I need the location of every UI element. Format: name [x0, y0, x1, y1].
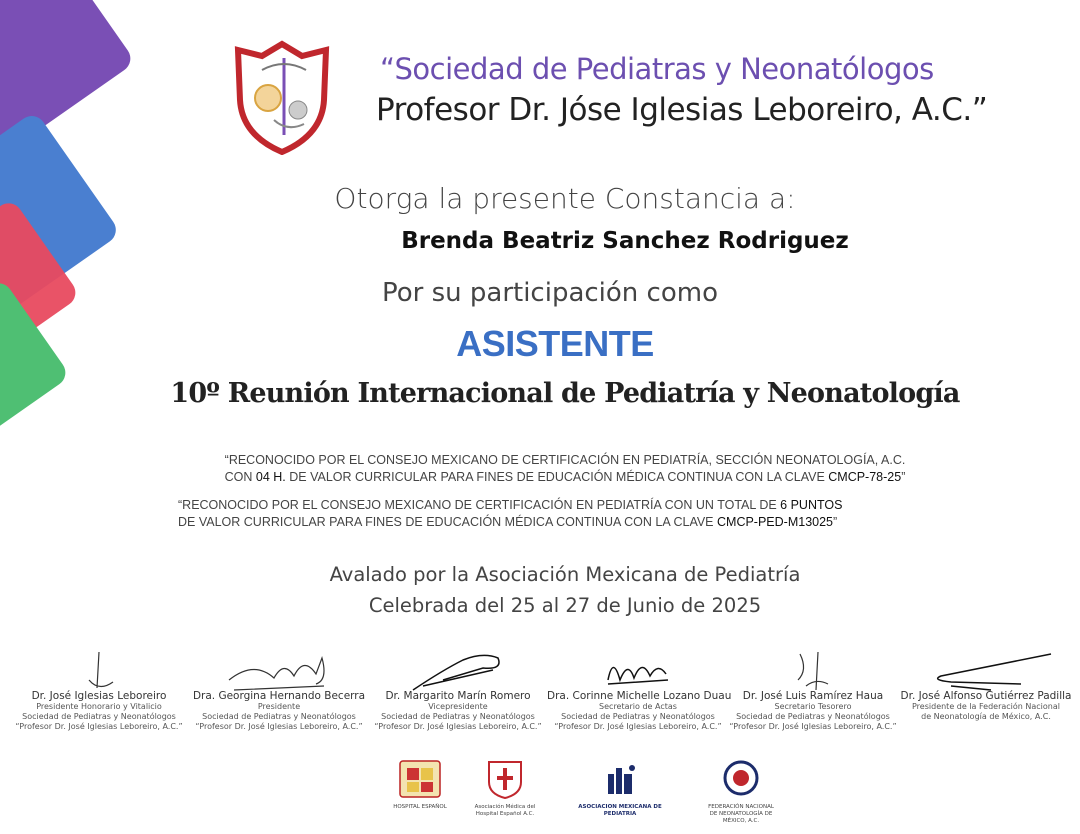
signatory-1: Dr. José Iglesias Leboreiro Presidente Honorario y Vitalicio Sociedad de Pediatras y Neonatólogos “Profesor Dr. José Iglesias Leboreiro, A.C.” — [8, 690, 190, 732]
signatory-6: Dr. José Alfonso Gutiérrez Padilla Presidente de la Federación Nacional de Neonatología de México, A.C. — [897, 690, 1075, 722]
signatory-name: Dr. Margarito Marín Romero — [385, 690, 531, 702]
signatory-3: Dr. Margarito Marín Romero Vicepresidente Sociedad de Pediatras y Neonatólogos “Profesor Dr. José Iglesias Leboreiro, A.C.” — [368, 690, 548, 732]
signatory-name: Dr. José Luis Ramírez Haua — [742, 690, 884, 702]
logo-asociacion-mexicana-pediatria: ASOCIACION MEXICANA DE PEDIATRIA — [565, 758, 675, 818]
participant-role: ASISTENTE — [456, 323, 654, 364]
recognition-1-line1: “RECONOCIDO POR EL CONSEJO MEXICANO DE CERTIFICACIÓN EN PEDIATRÍA, SECCIÓN NEONATOLOGÍA, A.C. — [224, 453, 906, 467]
code-2: CMCP-PED-M13025 — [717, 515, 834, 529]
signature-2 — [224, 650, 334, 692]
signatory-name: Dr. José Iglesias Leboreiro — [31, 690, 167, 702]
society-name-line1: “Sociedad de Pediatras y Neonatólogos — [380, 52, 934, 86]
society-name-line2: Profesor Dr. Jóse Iglesias Leboreiro, A.C.” — [376, 92, 988, 128]
signatory-5: Dr. José Luis Ramírez Haua Secretario Tesorero Sociedad de Pediatras y Neonatólogos “Profesor Dr. José Iglesias Leboreiro, A.C.” — [727, 690, 899, 732]
signature-3 — [403, 650, 513, 692]
recognition-2-line2: DE VALOR CURRICULAR PARA FINES DE EDUCACIÓN MÉDICA CONTINUA CON LA CLAVE CMCP-PED-M13025” — [178, 515, 838, 529]
participation-text: Por su participación como — [381, 278, 718, 308]
recognition-1 — [150, 452, 980, 486]
code-1: CMCP-78-25 — [828, 470, 902, 484]
signatory-name: Dr. José Alfonso Gutiérrez Padilla — [900, 690, 1072, 702]
hours-value: 04 H. — [255, 470, 286, 484]
recipient-name: Brenda Beatriz Sanchez Rodriguez — [401, 228, 849, 254]
endorsed-text: Avalado por la Asociación Mexicana de Pediatría — [329, 563, 801, 586]
logo-federacion-neonatologia: FEDERACIÓN NACIONAL DE NEONATOLOGÍA DE MÉXICO, A.C. — [708, 758, 774, 825]
points-value: 6 PUNTOS — [780, 498, 843, 512]
signatory-4: Dra. Corinne Michelle Lozano Duau Secretario de Actas Sociedad de Pediatras y Neonatólogos “Profesor Dr. José Iglesias Leboreiro, A.C.” — [547, 690, 729, 732]
logo-hospital-espanol: HOSPITAL ESPAÑOL — [385, 758, 455, 811]
society-shield-logo — [232, 40, 332, 155]
recognition-2-line1: “RECONOCIDO POR EL CONSEJO MEXICANO DE CERTIFICACIÓN EN PEDIATRÍA CON UN TOTAL DE 6 PUNTOS — [178, 498, 843, 512]
signature-1 — [69, 650, 129, 692]
signature-5 — [788, 650, 838, 692]
logo-asociacion-medica: Asociación Médica del Hospital Español A.C. — [470, 758, 540, 818]
recognition-1-line2: CON 04 H. DE VALOR CURRICULAR PARA FINES DE EDUCACIÓN MÉDICA CONTINUA CON LA CLAVE CMCP-78-25” — [224, 470, 906, 484]
signature-4 — [598, 650, 678, 692]
signature-6 — [911, 650, 1061, 692]
signatory-name: Dra. Georgina Hernando Becerra — [192, 690, 366, 702]
signatory-name: Dra. Corinne Michelle Lozano Duau — [547, 690, 732, 702]
recognition-2 — [178, 497, 978, 531]
event-title: 10º Reunión Internacional de Pediatría y Neonatología — [170, 378, 960, 409]
signatory-2: Dra. Georgina Hernando Becerra Presidente Sociedad de Pediatras y Neonatólogos “Profesor Dr. José Iglesias Leboreiro, A.C.” — [188, 690, 370, 732]
grant-text: Otorga la presente Constancia a: — [334, 182, 796, 215]
event-dates: Celebrada del 25 al 27 de Junio de 2025 — [368, 594, 762, 617]
